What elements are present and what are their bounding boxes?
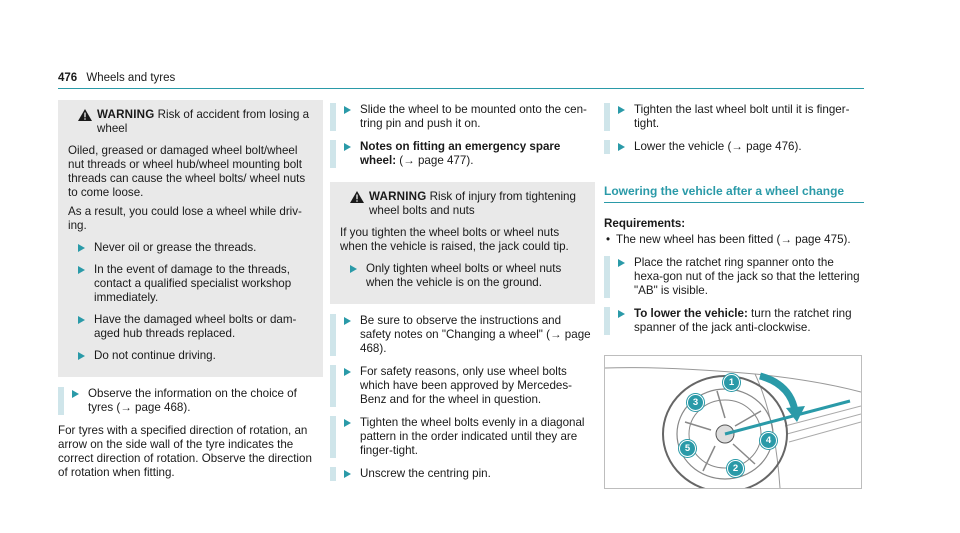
instruction-step [604,140,864,154]
instruction-step [330,140,595,168]
step-arrow-icon [78,266,85,274]
step-arrow-icon [618,259,625,267]
step-text: Unscrew the centring pin. [360,467,491,480]
instruction-step [604,103,864,131]
warning-step [78,313,313,341]
warning-title [97,108,313,136]
step-bold-text: To lower the vehicle: [634,307,748,320]
requirement-item [606,233,864,247]
warning-text: Oiled, greased or damaged wheel bolt/wheel nut threads or wheel hub/wheel mounting bolt threads can cause the wheel bolts/ wheel nuts to come loose. [68,144,306,199]
warning-step [78,263,313,305]
instruction-step [330,365,595,407]
step-bar [330,140,336,168]
step-text: Observe the information on the choice of tyres (→ page 468). [88,387,297,414]
step-text: Only tighten wheel bolts or wheel nuts when the vehicle is on the ground. [366,262,562,289]
bolt-number-badge: 2 [727,460,744,477]
bolt-number-badge: 3 [687,394,704,411]
warning-title [369,190,585,218]
step-arrow-icon [344,368,351,376]
bolt-number-badge: 1 [723,374,740,391]
page-number: 476 [58,72,78,84]
paragraph-rotation: For tyres with a specified direction of rotation, an arrow on the side wall of the tyre indicates the correct direction of rotation. Observe the direction of rotation when fitting. [58,424,312,479]
step-arrow-icon [618,106,625,114]
step-arrow-icon [618,310,625,318]
column-1 [58,100,323,488]
instruction-step [604,256,864,298]
step-text: For safety reasons, only use wheel bolts which have been approved by Mercedes-Benz and for the wheel in question. [360,365,573,406]
step-text: In the event of damage to the threads, contact a qualified specialist workshop immediately. [94,263,292,304]
warning-title-text: Risk of accident from losing a wheel [97,108,310,135]
bolt-number-badge: 4 [760,432,777,449]
step-bar [604,103,610,131]
column-2 [330,100,595,490]
header-rule [58,88,864,89]
requirements-title: Requirements: [604,217,686,230]
step-bar [58,387,64,415]
warning-header [340,190,585,218]
step-arrow-icon [78,316,85,324]
section-heading: Lowering the vehicle after a wheel change [604,184,864,203]
instruction-step [330,314,595,356]
warning-step [78,349,313,363]
step-text: Slide the wheel to be mounted onto the cen-tring pin and push it on. [360,103,587,130]
instruction-step [58,387,323,415]
step-text [634,307,864,335]
wheel-bolt-diagram [604,355,862,489]
step-arrow-icon [344,317,351,325]
step-text: Never oil or grease the threads. [94,241,257,254]
step-arrow-icon [78,244,85,252]
page-section-title: Wheels and tyres [86,72,176,84]
warning-step [350,262,585,290]
step-bar [330,467,336,481]
step-text: Have the damaged wheel bolts or dam-aged hub threads replaced. [94,313,297,340]
warning-label: WARNING [369,190,427,203]
step-arrow-icon [344,470,351,478]
warning-triangle-icon [350,191,364,203]
warning-box-tightening [330,182,595,304]
instruction-step [330,103,595,131]
column-3 [604,100,864,489]
step-bar [330,314,336,356]
step-arrow-icon [618,143,625,151]
step-text [360,140,595,168]
step-text: Place the ratchet ring spanner onto the hexa-gon nut of the jack so that the lettering "AB" is visible. [634,256,860,297]
instruction-step [330,416,595,458]
step-bar [330,416,336,458]
step-arrow-icon [344,419,351,427]
step-arrow-icon [72,390,79,398]
step-bar [330,365,336,407]
instruction-step [330,467,595,481]
warning-title-text: Risk of injury from tightening wheel bolts and nuts [369,190,576,217]
warning-label: WARNING [97,108,155,121]
step-bar [604,307,610,335]
warning-box-wheel-loss [58,100,323,377]
step-text: Lower the vehicle (→ page 476). [634,140,802,153]
step-arrow-icon [344,143,351,151]
step-bar [604,256,610,298]
warning-triangle-icon [78,109,92,121]
step-text: Tighten the last wheel bolt until it is finger-tight. [634,103,850,130]
instruction-step [604,307,864,335]
step-rest-text: turn the ratchet ring spanner of the jack anti-clockwise. [634,307,852,334]
warning-header [68,108,313,136]
bolt-number-badge: 5 [679,440,696,457]
warning-text: If you tighten the wheel bolts or wheel nuts when the vehicle is raised, the jack could tip. [340,226,569,253]
step-bar [604,140,610,154]
warning-step [78,241,313,255]
step-text: Be sure to observe the instructions and safety notes on "Changing a wheel" (→ page 468). [360,314,591,355]
step-arrow-icon [350,265,357,273]
step-arrow-icon [78,352,85,360]
warning-text: As a result, you could lose a wheel while driv-ing. [68,205,302,232]
step-text: Tighten the wheel bolts evenly in a diagonal pattern in the order indicated until they are finger-tight. [360,416,585,457]
page-link[interactable]: (→ page 477). [396,154,474,167]
bullet-dot: • [606,233,611,246]
page-header [58,72,175,84]
step-bold-text: Notes on fitting an emergency spare wheel: [360,140,561,167]
step-text: Do not continue driving. [94,349,216,362]
step-bar [330,103,336,131]
step-arrow-icon [344,106,351,114]
requirement-text: The new wheel has been fitted (→ page 475). [616,233,851,246]
